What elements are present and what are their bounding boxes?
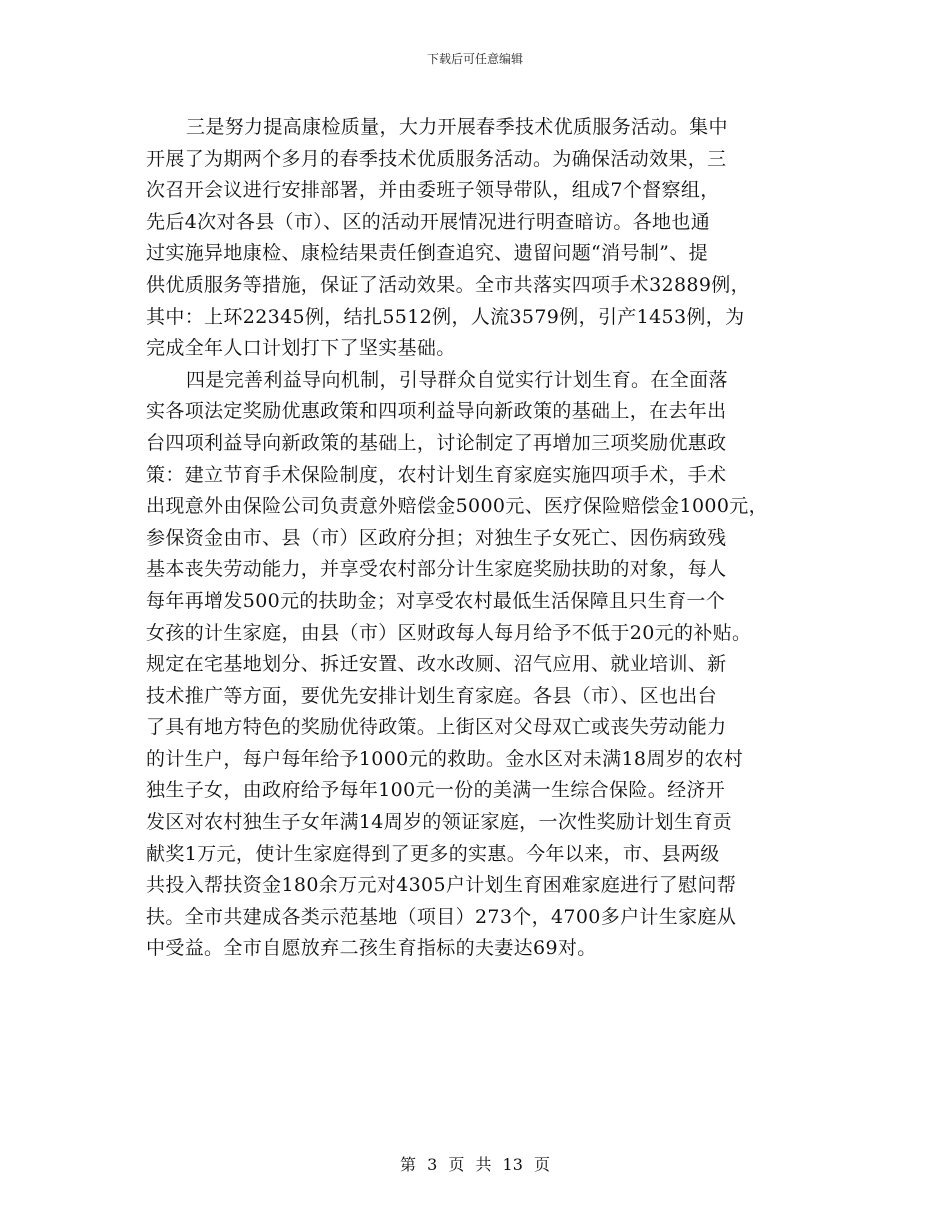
text-line: 了具有地方特色的奖励优待政策。上街区对父母双亡或丧失劳动能力 bbox=[146, 716, 727, 739]
text-line: 三是努力提高康检质量，大力开展春季技术优质服务活动。集中 bbox=[186, 116, 728, 138]
text-line: 次召开会议进行安排部署，并由委班子领导带队，组成7个督察组， bbox=[146, 179, 720, 202]
text-line: 先后4次对各县（市）、区的活动开展情况进行明查暗访。各地也通 bbox=[146, 210, 711, 233]
text-line: 献奖1万元，使计生家庭得到了更多的实惠。今年以来，市、县两级 bbox=[146, 842, 720, 865]
document-body bbox=[146, 112, 826, 965]
text-line: 开展了为期两个多月的春季技术优质服务活动。为确保活动效果，三 bbox=[146, 147, 727, 170]
text-line: 基本丧失劳动能力，并享受农村部分计生家庭奖励扶助的对象，每人 bbox=[146, 558, 727, 581]
text-line: 四是完善利益导向机制，引导群众自觉实行计划生育。在全面落 bbox=[186, 368, 728, 391]
text-line: 实各项法定奖励优惠政策和四项利益导向新政策的基础上，在去年出 bbox=[146, 400, 727, 423]
paragraph-1 bbox=[146, 112, 826, 365]
text-line: 台四项利益导向新政策的基础上，讨论制定了再增加三项奖励优惠政 bbox=[146, 431, 727, 454]
text-line: 完成全年人口计划打下了坚实基础。 bbox=[146, 337, 456, 360]
text-line: 参保资金由市、县（市）区政府分担；对独生子女死亡、因伤病致残 bbox=[146, 526, 727, 549]
text-line: 规定在宅基地划分、拆迁安置、改水改厕、沼气应用、就业培训、新 bbox=[146, 653, 727, 676]
text-line: 的计生户，每户每年给予1000元的救助。金水区对未满18周岁的农村 bbox=[146, 747, 744, 770]
text-line: 供优质服务等措施，保证了活动效果。全市共落实四项手术32889例， bbox=[146, 273, 750, 296]
text-line: 出现意外由保险公司负责意外赔偿金5000元、医疗保险赔偿金1000元， bbox=[146, 495, 768, 518]
page-header: 下载后可任意编辑 bbox=[426, 52, 523, 66]
text-line: 过实施异地康检、康检结果责任倒查追究、遗留问题“消号制”、提 bbox=[146, 242, 708, 265]
text-line: 技术推广等方面，要优先安排计划生育家庭。各县（市）、区也出台 bbox=[146, 684, 718, 707]
text-line: 女孩的计生家庭，由县（市）区财政每人每月给予不低于20元的补贴。 bbox=[146, 621, 752, 644]
text-line: 每年再增发500元的扶助金；对享受农村最低生活保障且只生育一个 bbox=[146, 589, 726, 612]
text-line: 发区对农村独生子女年满14周岁的领证家庭，一次性奖励计划生育贡 bbox=[146, 811, 733, 834]
text-line: 其中：上环22345例，结扎5512例，人流3579例，引产1453例，为 bbox=[146, 305, 745, 328]
text-line: 共投入帮扶资金180余万元对4305户计划生育困难家庭进行了慰问帮 bbox=[146, 874, 737, 897]
paragraph-2 bbox=[146, 365, 826, 965]
page-number-footer: 第 3 页 共 13 页 bbox=[400, 1155, 550, 1174]
text-line: 独生子女，由政府给予每年100元一份的美满一生综合保险。经济开 bbox=[146, 779, 726, 802]
text-line: 扶。全市共建成各类示范基地（项目）273个，4700多户计生家庭从 bbox=[146, 905, 737, 928]
text-line: 中受益。全市自愿放弃二孩生育指标的夫妻达69对。 bbox=[146, 937, 597, 960]
text-line: 策：建立节育手术保险制度，农村计划生育家庭实施四项手术，手术 bbox=[146, 463, 727, 486]
